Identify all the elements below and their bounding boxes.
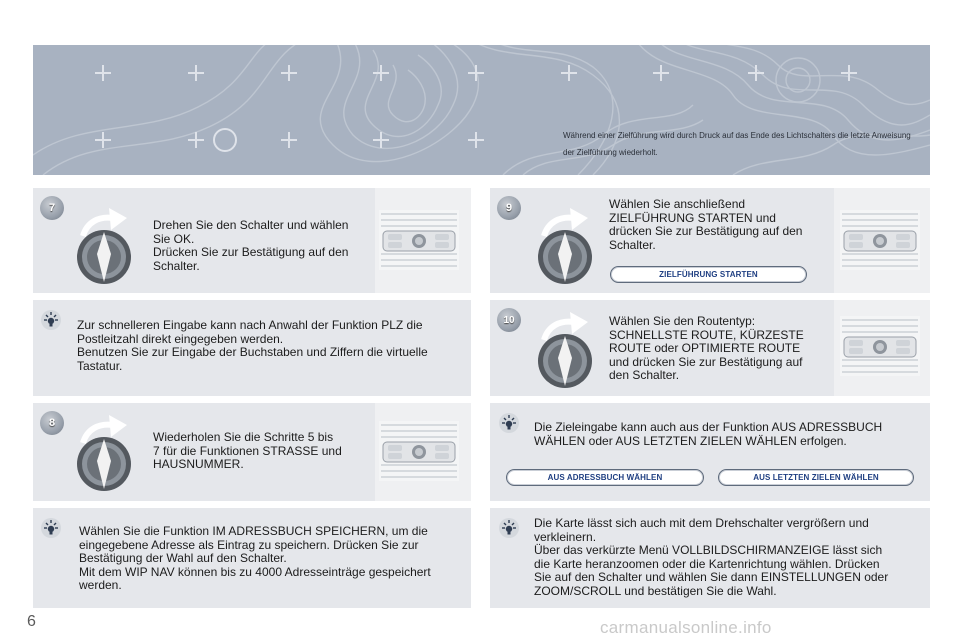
light-bulb-tip-icon — [498, 412, 520, 434]
aus-adressbuch-waehlen-button[interactable]: AUS ADRESSBUCH WÄHLEN — [506, 469, 704, 486]
tip-plz-card — [33, 300, 471, 396]
tip-zieleingabe-card — [490, 403, 930, 501]
zielfuehrung-starten-button[interactable]: ZIELFÜHRUNG STARTEN — [610, 266, 807, 283]
step-10-instructions: Wählen Sie den Routentyp: SCHNELLSTE ROUTE, KÜRZESTE ROUTE oder OPTIMIERTE ROUTE und drücken Sie zur Bestätigung auf den Schalter. — [609, 314, 804, 383]
tip-adressbuch-card — [33, 508, 471, 608]
rotary-knob-icon — [69, 409, 139, 493]
step-9-badge: 9 — [497, 196, 521, 220]
step-8-card — [33, 403, 471, 501]
rotary-knob-icon — [530, 202, 600, 286]
radio-console-icon — [840, 210, 920, 270]
rotary-knob-icon — [69, 202, 139, 286]
step-9-card — [490, 188, 930, 293]
radio-console-icon — [840, 316, 920, 376]
header-banner — [33, 45, 930, 175]
page-number: 6 — [27, 613, 36, 630]
step-9-instructions: Wählen Sie anschließend ZIELFÜHRUNG STARTEN und drücken Sie zur Bestätigung auf den Schalter. — [609, 197, 803, 252]
light-bulb-tip-icon — [40, 517, 62, 539]
step-10-badge: 10 — [497, 308, 521, 332]
tip-karte-card — [490, 508, 930, 608]
step-7-badge: 7 — [40, 196, 64, 220]
step-8-instructions: Wiederholen Sie die Schritte 5 bis 7 für die Funktionen STRASSE und HAUSNUMMER. — [153, 430, 342, 472]
banner-note: Während einer Zielführung wird durch Druck auf das Ende des Lichtschalters die letzte Anweisung der Zielführung wiederholt. — [563, 131, 911, 157]
watermark: carmanualsonline.info — [600, 618, 772, 637]
tip-adressbuch-text: Wählen Sie die Funktion IM ADRESSBUCH SPEICHERN, um die eingegebene Adresse als Eintrag zu speichern. Drücken Sie zur Bestätigung der Wahl auf den Schalter. Mit dem WIP NAV können bis zu 4000 Adresseinträge gespeichert werden. — [79, 524, 431, 593]
radio-console-icon — [379, 421, 459, 481]
step-8-badge: 8 — [40, 411, 64, 435]
step-7-instructions: Drehen Sie den Schalter und wählen Sie OK. Drücken Sie zur Bestätigung auf den Schalter. — [153, 218, 349, 273]
radio-console-icon — [379, 210, 459, 270]
light-bulb-tip-icon — [498, 517, 520, 539]
tip-karte-text: Die Karte lässt sich auch mit dem Drehschalter vergrößern und verkleinern. Über das verkürzte Menü VOLLBILDSCHIRMANZEIGE lässt sich die Karte heranzoomen oder die Kartenrichtung wählen. Drücken Sie auf den Schalter und wählen Sie dann EINSTELLUNGEN oder ZOOM/SCROLL und bestätigen Sie die Wahl. — [534, 516, 889, 598]
step-10-card — [490, 300, 930, 396]
rotary-knob-icon — [530, 306, 600, 390]
step-7-card — [33, 188, 471, 293]
aus-letzten-zielen-waehlen-button[interactable]: AUS LETZTEN ZIELEN WÄHLEN — [718, 469, 914, 486]
tip-plz-text: Zur schnelleren Eingabe kann nach Anwahl der Funktion PLZ die Postleitzahl direkt eingegeben werden. Benutzen Sie zur Eingabe der Buchstaben und Ziffern die virtuelle Tastatur. — [77, 318, 428, 373]
light-bulb-tip-icon — [40, 309, 62, 331]
tip-zieleingabe-text: Die Zieleingabe kann auch aus der Funktion AUS ADRESSBUCH WÄHLEN oder AUS LETZTEN ZIELEN WÄHLEN erfolgen. — [534, 420, 883, 448]
